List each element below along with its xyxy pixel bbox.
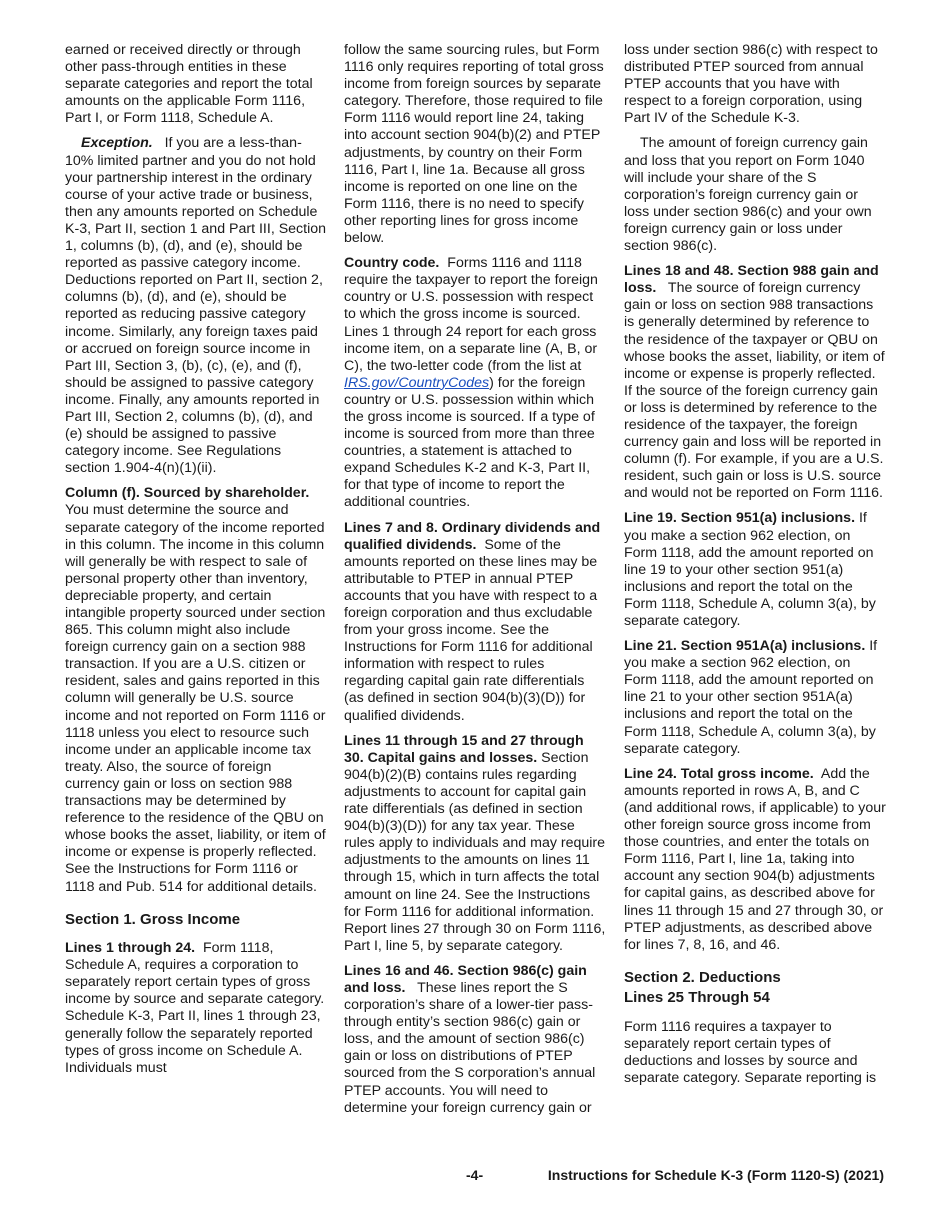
page-number: -4- — [466, 1167, 484, 1183]
lines-18-48-heading: Lines 18 and 48. Section 988 gain and loss. — [624, 263, 879, 297]
country-code-paragraph: Country code. Forms 1116 and 1118 require the taxpayer to report the foreign country or U.S. possession with respect to which the gross income is sourced. Lines 1 through 24 report for each gross income item, on a separate line (A, B, or C), the two-letter code (from the list at IRS.gov/CountryCodes) for the foreign country or U.S. possession within which the gross income is sourced. If a type of income is sourced from more than three countries, a statement is attached to expand Schedules K-2 and K-3, Part II, for that type of income to report the additional countries. — [344, 255, 598, 511]
lines-1-24-paragraph: Lines 1 through 24. Form 1118, Schedule A, requires a corporation to separately report certain types of gross income by source and separate category. Schedule K-3, Part II, lines 1 through 23, generally follow the separately reported types of gross income on Schedule A. Individuals must — [65, 940, 325, 1076]
column-middle — [344, 42, 607, 1125]
lines-11-15-heading: Lines 11 through 15 and 27 through 30. Capital gains and losses. — [344, 732, 584, 766]
line-24-paragraph: Line 24. Total gross income. Add the amounts reported in rows A, B, and C (and additional rows, if applicable) to your other foreign source gross income from those countries, and enter the totals on Form 1116, Part I, line 1a, taking into account any section 904(b) adjustments for capital gains, as described above for lines 11 through 15 and 27 through 30, or PTEP adjustments, as described above for lines 7, 8, 16, and 46. — [624, 765, 886, 953]
section-2-title: Section 2. Deductions Lines 25 Through 54 — [624, 968, 781, 1007]
exception-paragraph: Exception. If you are a less-than-10% limited partner and you do not hold your partnership interest in the ordinary course of your active trade or business, then any amounts reported on Schedule K-3, Part II, section 1 and Part III, Section 1, columns (b), (d), and (e), should be reported as passive category income. Deductions reported on Part II, section 2, columns (b), (d), and (e), should be reported as reducing passive category income. Similarly, any foreign taxes paid or accrued on foreign source income in Part III, Section 3, (b), (c), (e), and (f), should be assigned to passive category income. Finally, any amounts reported in Part III, Section 2, columns (b), (d), and (e) should be assigned to passive category income. See Regulations section 1.904-4(n)(1)(ii). — [65, 135, 327, 477]
paragraph: follow the same sourcing rules, but Form 1116 only requires reporting of total gross income from foreign sources by separate category. Therefore, those required to file Form 1116 would report line 24, taking into account section 904(b)(2) and PTEP adjustments, by country on their Form 1116, Part I, line 1a. Because all gross income is reported on one line on the Form 1116, there is no need to specify other reporting lines for gross income below. — [344, 42, 604, 247]
lines-16-46-heading: Lines 16 and 46. Section 986(c) gain and loss. — [344, 962, 587, 996]
document-title: Instructions for Schedule K-3 (Form 1120-S) (2021) — [547, 1167, 884, 1183]
lines-7-8-paragraph: Lines 7 and 8. Ordinary dividends and qualified dividends. Some of the amounts reported on these lines may be attributable to PTEP in annual PTEP accounts that you have with respect to a foreign corporation and thus excludable from your gross income. See the Instructions for Form 1116 for additional information with respect to rules regarding capital gain rate differentials (as defined in section 904(b)(3)(D)) for qualified dividends. — [344, 519, 601, 724]
line-19-heading: Line 19. Section 951(a) inclusions. — [624, 510, 856, 527]
column-f-heading: Column (f). Sourced by shareholder. — [65, 485, 310, 502]
line-19-paragraph: Line 19. Section 951(a) inclusions. If you make a section 962 election, on Form 1118, add the amount reported on line 19 to your other section 951(a) inclusions and report the total on the Form 1118, Schedule A, column 3(a), by separate category. — [624, 510, 876, 629]
paragraph: Form 1116 requires a taxpayer to separately report certain types of deductions and losses by source and separate category. Separate reporting is — [624, 1018, 877, 1087]
lines-16-46-paragraph: Lines 16 and 46. Section 986(c) gain and loss. These lines report the S corporation’s share of a lower-tier pass-through entity’s section 986(c) gain or loss, and the amount of section 986(c) gain or loss on distributions of PTEP sourced from the S corporation’s annual PTEP accounts. You will need to determine your foreign currency gain or — [344, 962, 596, 1116]
page-footer — [0, 1167, 950, 1187]
line-24-heading: Line 24. Total gross income. — [624, 765, 814, 782]
line-21-heading: Line 21. Section 951A(a) inclusions. — [624, 638, 866, 655]
column-f-paragraph: Column (f). Sourced by shareholder. You must determine the source and separate category of the income reported in this column. The income in this column will generally be with respect to sale of personal property other than inventory, depreciable property, and certain intangible property sourced under section 865. This column might also include foreign currency gain on a section 988 transaction. If you are a U.S. citizen or resident, sales and gains reported in this column will generally be U.S. source income and not reported on Form 1116 or 1118 unless you elect to resource such income under an applicable income tax treaty. Also, the source of foreign currency gain or loss on section 988 transactions may be determined by reference to the residence of the QBU on whose books the asset, liability, or item of income or expense is properly reflected. See the Instructions for Form 1116 or 1118 and Pub. 514 for additional details. — [65, 485, 326, 895]
column-right — [624, 42, 887, 1095]
line-21-paragraph: Line 21. Section 951A(a) inclusions. If you make a section 962 election, on Form 1118, add the amount reported on line 21 to your other section 951A(a) inclusions and report the total on the Form 1118, Schedule A, column 3(a), by separate category. — [624, 638, 878, 757]
exception-heading: Exception. — [81, 135, 153, 152]
lines-18-48-paragraph: Lines 18 and 48. Section 988 gain and loss. The source of foreign currency gain or loss on section 988 transactions is generally determined by reference to the residence of the taxpayer or QBU on whose books the asset, liability, or item of income or expense is properly reflected. If the source of the foreign currency gain or loss is determined by reference to the residence of the taxpayer, the foreign currency gain and loss will be reported in column (f). For example, if you are a U.S. resident, such gain or loss is U.S. source and would not be reported on Form 1116. — [624, 263, 885, 502]
column-left — [65, 42, 328, 1085]
country-code-heading: Country code. — [344, 255, 440, 272]
lines-1-24-heading: Lines 1 through 24. — [65, 940, 196, 957]
paragraph: loss under section 986(c) with respect to distributed PTEP sourced from annual PTEP accounts that you have with respect to a foreign corporation, using Part IV of the Schedule K-3. — [624, 42, 878, 127]
paragraph: The amount of foreign currency gain and loss that you report on Form 1040 will include your share of the S corporation’s foreign currency gain or loss under section 986(c) and your own foreign currency gain or loss under section 986(c). — [624, 135, 872, 255]
country-codes-link[interactable]: IRS.gov/CountryCodes — [344, 374, 490, 391]
lines-7-8-heading: Lines 7 and 8. Ordinary dividends and qualified dividends. — [344, 519, 601, 553]
paragraph: earned or received directly or through other pass-through entities in these separate categories and report the total amounts on the applicable Form 1116, Part I, or Form 1118, Schedule A. — [65, 42, 313, 127]
section-1-title: Section 1. Gross Income — [65, 910, 241, 928]
lines-11-15-paragraph: Lines 11 through 15 and 27 through 30. Capital gains and losses. Section 904(b)(2)(B) contains rules regarding adjustments to account for capital gain rate differentials (as defined in section 904(b)(3)(D)) for any tax year. These rules apply to individuals and may require adjustments to the amounts on lines 11 through 15, which in turn affects the total amount on line 24. See the Instructions for Form 1116 for additional information. Report lines 27 through 30 on Form 1116, Part I, line 5, by separate category. — [344, 732, 606, 954]
